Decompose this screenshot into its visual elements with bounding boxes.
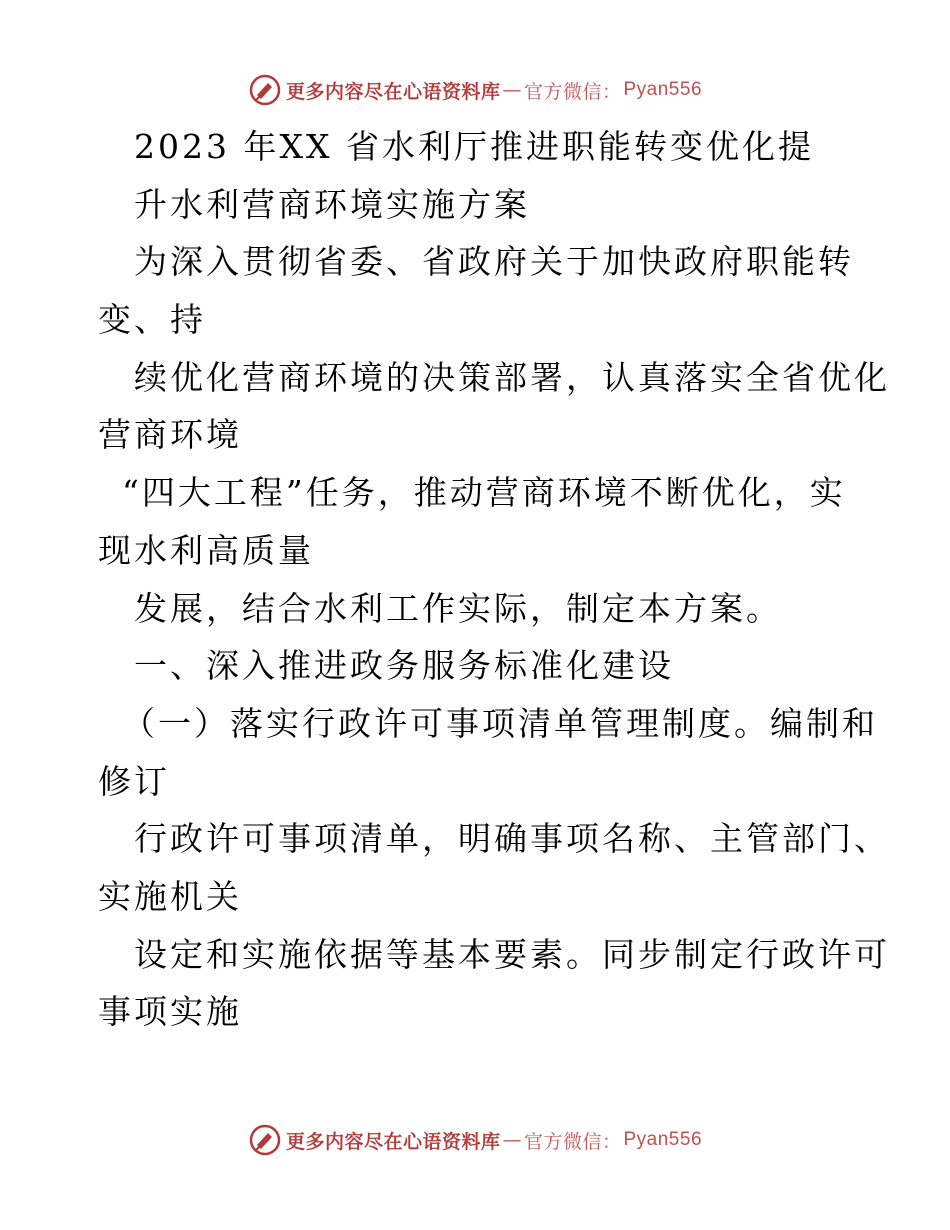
document-line: 升水利营商环境实施方案 <box>134 184 530 224</box>
document-line: 事项实施 <box>98 992 242 1032</box>
brand-logo-icon <box>248 73 282 107</box>
document-line: 为深入贯彻省委、省政府关于加快政府职能转 <box>134 242 854 282</box>
footer-watermark <box>0 1120 950 1160</box>
watermark-wechat-id: Pyan556 <box>623 79 703 100</box>
watermark-dash: — <box>502 79 522 101</box>
document-line: 修订 <box>98 761 170 801</box>
watermark-official-label: 官方微信： <box>523 1130 622 1153</box>
document-line: 2023 年XX 省水利厅推进职能转变优化提 <box>134 127 814 166</box>
document-line: “四大工程”任务，推动营商环境不断优化，实 <box>122 473 846 513</box>
document-line: 一、深入推进政务服务标准化建设 <box>134 646 674 686</box>
watermark-dash: — <box>502 1129 522 1151</box>
header-watermark <box>0 70 950 110</box>
document-line: （一）落实行政许可事项清单管理制度。编制和 <box>122 703 878 743</box>
document-line: 发展，结合水利工作实际，制定本方案。 <box>134 588 782 628</box>
document-line: 设定和实施依据等基本要素。同步制定行政许可 <box>134 934 890 974</box>
watermark-official-label: 官方微信： <box>523 80 622 103</box>
brand-logo-icon <box>248 1123 282 1157</box>
watermark-wechat-id: Pyan556 <box>623 1129 703 1150</box>
document-line: 行政许可事项清单，明确事项名称、主管部门、 <box>134 819 890 859</box>
document-body <box>98 118 890 1041</box>
document-line: 续优化营商环境的决策部署，认真落实全省优化 <box>134 357 890 397</box>
watermark-main-text: 更多内容尽在心语资料库 <box>285 80 501 103</box>
document-line: 变、持 <box>98 300 206 340</box>
document-line: 营商环境 <box>98 415 242 455</box>
watermark-main-text: 更多内容尽在心语资料库 <box>285 1130 501 1153</box>
document-line: 实施机关 <box>98 876 242 916</box>
document-line: 现水利高质量 <box>98 530 314 570</box>
